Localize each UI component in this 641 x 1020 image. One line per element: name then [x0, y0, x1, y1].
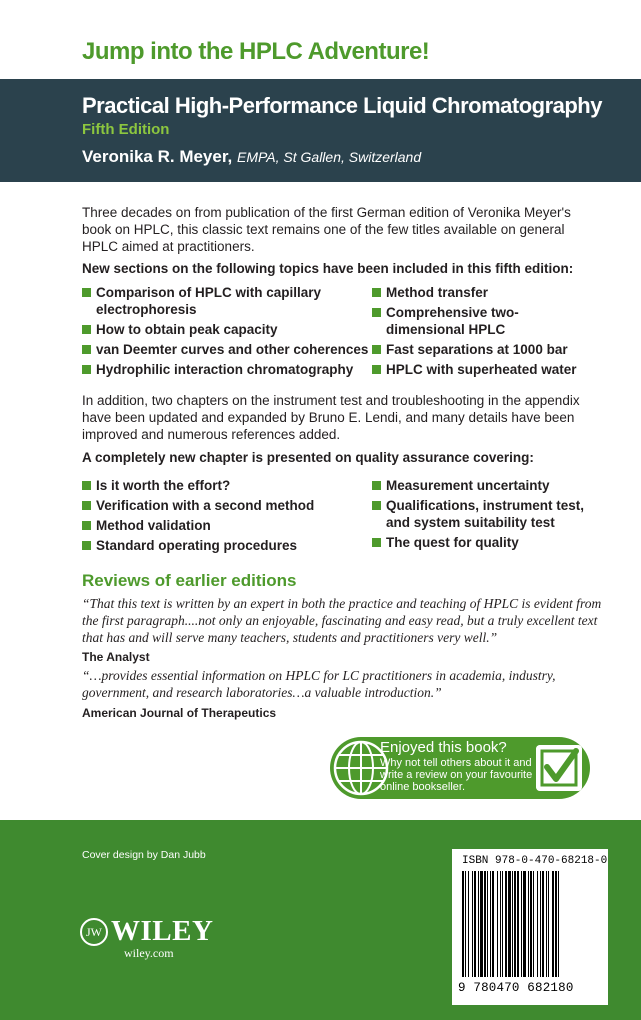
edition-label: Fifth Edition [82, 121, 170, 138]
author-name: Veronika R. Meyer, [82, 147, 233, 166]
review-quote: “That this text is written by an expert in both the practice and teaching of HPLC is evident from the first paragraph....not only an enjoyable, fascinating and easy read, but a truly excellent text that has and will serve many teachers, students and practitioners very well.” [82, 596, 602, 645]
footer [0, 820, 641, 1020]
list-item: Fast separations at 1000 bar [372, 341, 587, 358]
barcode-bar [552, 871, 554, 977]
square-bullet-icon [82, 521, 91, 530]
barcode-bar [540, 871, 541, 977]
publisher-logo [80, 915, 215, 962]
list-item: Measurement uncertainty [372, 477, 597, 494]
barcode-bar [484, 871, 486, 977]
square-bullet-icon [372, 501, 381, 510]
list-item: Is it worth the effort? [82, 477, 372, 494]
square-bullet-icon [82, 541, 91, 550]
publisher-name: WILEY [111, 915, 214, 947]
barcode-bar [472, 871, 473, 977]
barcode-bar [478, 871, 479, 977]
tagline: Jump into the HPLC Adventure! [82, 38, 430, 65]
list-item: Standard operating procedures [82, 537, 372, 554]
square-bullet-icon [82, 325, 91, 334]
square-bullet-icon [82, 365, 91, 374]
new-sections-lead: New sections on the following topics have been included in this fifth edition: [82, 261, 574, 276]
list-item: Method validation [82, 517, 372, 534]
intro-paragraph: Three decades on from publication of the first German edition of Veronika Meyer's book on HPLC, this classic text remains one of the few titles available on general HPLC aimed at practitioners. [82, 205, 571, 254]
cover-credit: Cover design by Dan Jubb [82, 849, 206, 861]
square-bullet-icon [82, 481, 91, 490]
square-bullet-icon [82, 288, 91, 297]
review-source: American Journal of Therapeutics [82, 706, 277, 720]
square-bullet-icon [372, 481, 381, 490]
barcode-bar [517, 871, 519, 977]
square-bullet-icon [372, 345, 381, 354]
barcode-bar [521, 871, 522, 977]
barcode-bar [555, 871, 557, 977]
barcode-bar [523, 871, 526, 977]
author-affiliation: EMPA, St Gallen, Switzerland [236, 149, 422, 165]
square-bullet-icon [82, 501, 91, 510]
barcode-bar [546, 871, 547, 977]
callout-body: Why not tell others about it and write a review on your favourite online bookseller. [380, 757, 533, 793]
author-line [82, 147, 421, 167]
list-item: Method transfer [372, 284, 587, 301]
barcode-digits: 9 780470 682180 [458, 981, 574, 995]
new-sections-list [82, 284, 602, 381]
review-quote: “…provides essential information on HPLC for LC practitioners in academia, industry, government, and research laboratories…a valuable introduction.” [82, 668, 556, 700]
square-bullet-icon [372, 308, 381, 317]
square-bullet-icon [372, 538, 381, 547]
wiley-seal-icon: JW [80, 918, 108, 946]
review-callout [330, 737, 590, 799]
review-source: The Analyst [82, 650, 150, 664]
checkmark-icon [536, 745, 582, 791]
callout-heading: Enjoyed this book? [380, 739, 507, 756]
barcode-bar [492, 871, 494, 977]
barcode-bar [512, 871, 513, 977]
barcode-bar [533, 871, 534, 977]
title-banner [0, 79, 641, 182]
barcode-bar [530, 871, 532, 977]
quality-lead: A completely new chapter is presented on quality assurance covering: [82, 450, 534, 465]
square-bullet-icon [372, 365, 381, 374]
barcode-bar [528, 871, 529, 977]
barcode-bar [480, 871, 483, 977]
list-item: van Deemter curves and other coherences [82, 341, 372, 358]
barcode-bar [462, 871, 464, 977]
barcode-bar [468, 871, 469, 977]
barcode-bar [558, 871, 559, 977]
barcode-bar [537, 871, 538, 977]
barcode-bar [505, 871, 507, 977]
list-item: Comprehensive two-dimensional HPLC [372, 304, 522, 338]
barcode-bar [474, 871, 476, 977]
barcode-bar [514, 871, 516, 977]
square-bullet-icon [82, 345, 91, 354]
barcode-icon [460, 871, 600, 979]
barcode-bar [487, 871, 488, 977]
quality-list [82, 477, 602, 557]
barcode-box [452, 849, 608, 1005]
barcode-bar [500, 871, 501, 977]
list-item: How to obtain peak capacity [82, 321, 372, 338]
list-item: The quest for quality [372, 534, 597, 551]
list-item: HPLC with superheated water [372, 361, 587, 378]
barcode-bar [465, 871, 466, 977]
list-item: Verification with a second method [82, 497, 372, 514]
addition-paragraph: In addition, two chapters on the instrument test and troubleshooting in the appendix have been updated and expanded by Bruno E. Lendi, and many details have been improved and numerous references added. [82, 393, 580, 442]
isbn-label: ISBN 978-0-470-68218-0 [462, 855, 608, 867]
square-bullet-icon [372, 288, 381, 297]
list-item: Qualifications, instrument test, and system suitability test [372, 497, 592, 531]
barcode-bar [502, 871, 503, 977]
publisher-url: wiley.com [124, 946, 174, 960]
reviews-heading: Reviews of earlier editions [82, 571, 297, 590]
barcode-bar [548, 871, 549, 977]
barcode-bar [508, 871, 511, 977]
list-item: Hydrophilic interaction chromatography [82, 361, 372, 378]
barcode-bar [490, 871, 491, 977]
book-title: Practical High-Performance Liquid Chromatography [82, 93, 602, 118]
list-item: Comparison of HPLC with capillary electrophoresis [82, 284, 372, 318]
barcode-bar [497, 871, 498, 977]
barcode-bar [542, 871, 544, 977]
